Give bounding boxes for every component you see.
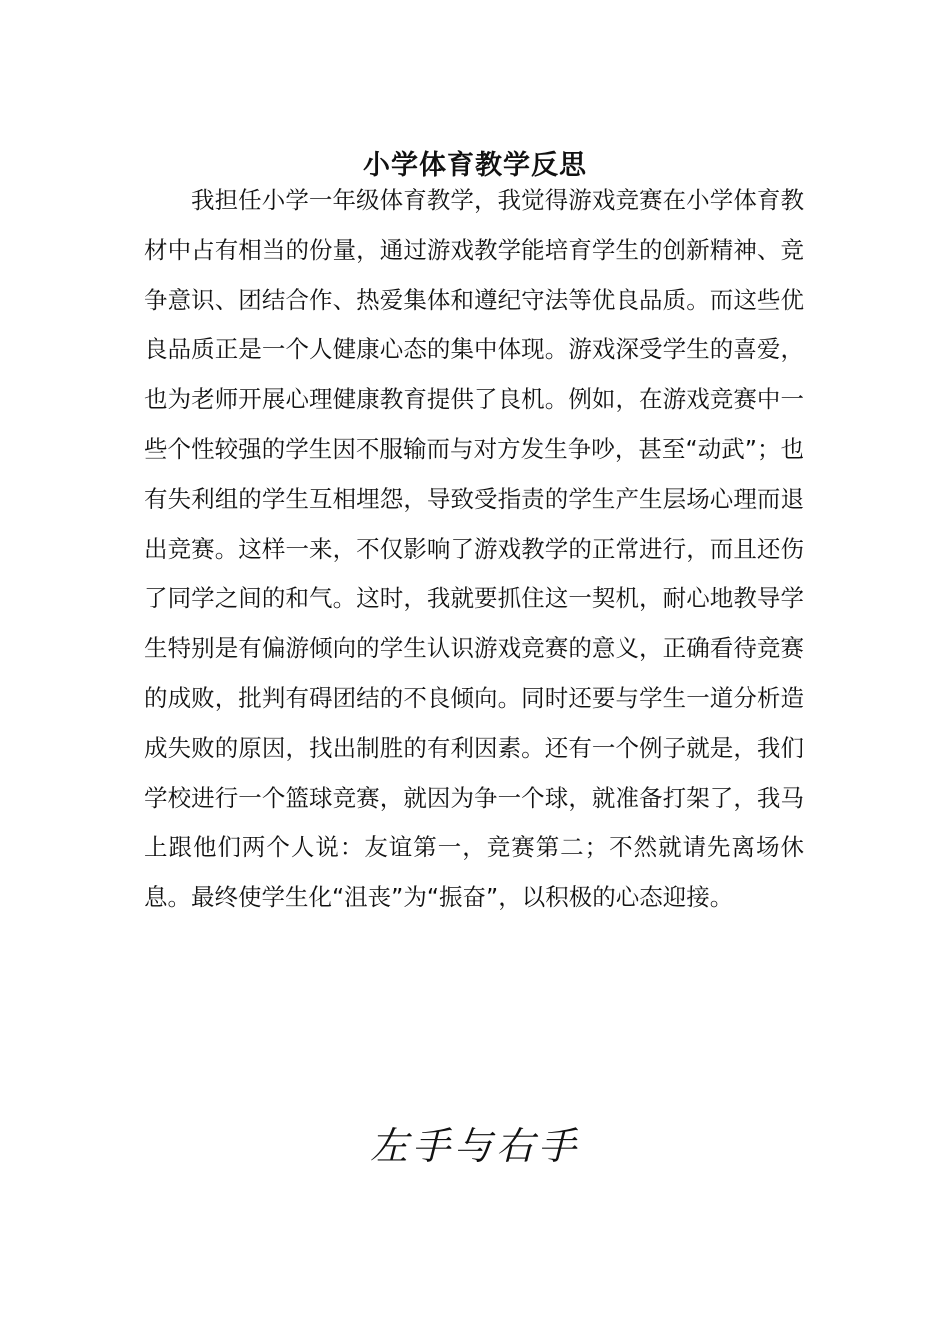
- document-title: 小学体育教学反思: [363, 150, 587, 182]
- body-paragraph: 我担任小学一年级体育教学，我觉得游戏竞赛在小学体育教材中占有相当的份量，通过游戏教学能培育学生的创新精神、竞争意识、团结合作、热爱集体和遵纪守法等优良品质。而这些优良品质正是一个人健康心态的集中体现。游戏深受学生的喜爱，也为老师开展心理健康教育提供了良机。例如，在游戏竞赛中一些个性较强的学生因不服输而与对方发生争吵，甚至“动武”；也有失利组的学生互相埋怨，导致受指责的学生产生层场心理而退出竞赛。这样一来，不仅影响了游戏教学的正常进行，而且还伤了同学之间的和气。这时，我就要抓住这一契机，耐心地教导学生特别是有偏游倾向的学生认识游戏竞赛的意义，正确看待竞赛的成败，批判有碍团结的不良倾向。同时还要与学生一道分析造成失败的原因，找出制胜的有利因素。还有一个例子就是，我们学校进行一个篮球竞赛，就因为争一个球，就准备打架了，我马上跟他们两个人说：友谊第一，竞赛第二；不然就请先离场休息。最终使学生化“沮丧”为“振奋”，以积极的心态迎接。: [144, 186, 804, 912]
- section-heading: 左手与右手: [369, 1124, 580, 1168]
